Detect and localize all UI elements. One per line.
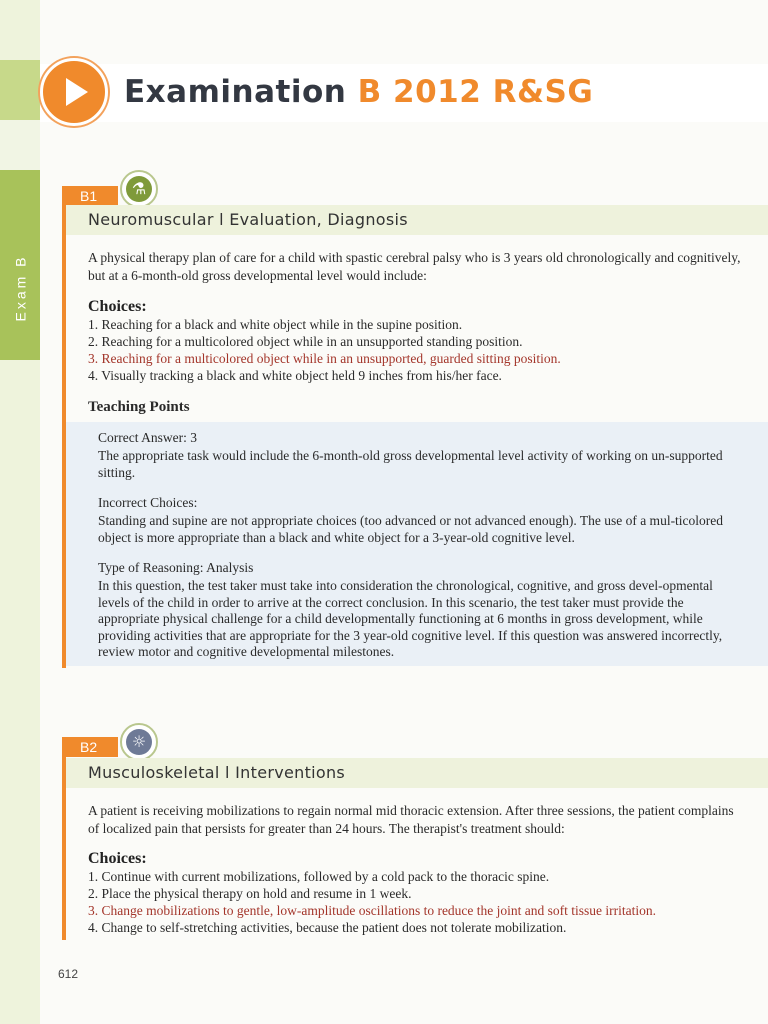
choices-heading: Choices:: [88, 850, 147, 867]
page-title: [124, 74, 593, 110]
play-icon: [40, 58, 108, 126]
flask-icon: ⚗: [120, 170, 158, 208]
question-stem: A physical therapy plan of care for a child with spastic cerebral palsy who is 3 years old chronologically and cognitively, but at a 6-month-old gross developmental level would include:: [88, 250, 741, 283]
choice-item: 1. Continue with current mobilizations, followed by a cold pack to the thoracic spine.: [88, 869, 550, 884]
reasoning-text: In this question, the test taker must take into consideration the chronological, cognitive, and gross devel-opmental levels of the child in order to arrive at the correct conclusion. In this scenario, the test taker must provide the appropriate physical challenge for a child developmentally functioning at 6 months in gross development, while providing activities that are appropriate for the 3 year-old cognitive level. If this question was answered incorrectly, review motor and cognitive developmental milestones.: [98, 578, 723, 659]
title-accent: B 2012 R&SG: [357, 74, 594, 110]
title-main: Examination: [124, 74, 347, 110]
choices-list: [88, 316, 748, 384]
correct-answer-text: The appropriate task would include the 6-month-old gross developmental level activity of working on un-supported sitting.: [98, 448, 723, 480]
choice-item: 4. Change to self-stretching activities, because the patient does not tolerate mobilization.: [88, 920, 567, 935]
choice-item: 2. Reaching for a multicolored object while in an unsupported standing position.: [88, 334, 523, 349]
reasoning-label: Type of Reasoning: Analysis: [98, 560, 254, 575]
question-number: B2: [62, 737, 118, 757]
lightbulb-icon: ☼: [120, 723, 158, 761]
correct-answer-label: Correct Answer: 3: [98, 430, 197, 445]
choices-list: [88, 868, 748, 936]
question-category: Musculoskeletal l Interventions: [66, 758, 768, 788]
choice-item: 1. Reaching for a black and white object while in the supine position.: [88, 317, 463, 332]
question-category: Neuromuscular l Evaluation, Diagnosis: [66, 205, 768, 235]
incorrect-choices-text: Standing and supine are not appropriate choices (too advanced or not advanced enough). The use of a mul-ticolored object is more appropriate than a black and white object for a 3-year-old cognitive level.: [98, 513, 724, 545]
choice-item: 4. Visually tracking a black and white object held 9 inches from his/her face.: [88, 368, 502, 383]
question-stem: A patient is receiving mobilizations to regain normal mid thoracic extension. After three sessions, the patient complains of localized pain that persists for greater than 24 hours. The therapist's treatment should:: [88, 803, 734, 836]
sidebar-tab: [0, 228, 40, 348]
incorrect-choices-label: Incorrect Choices:: [98, 495, 198, 510]
page-number: 612: [58, 967, 79, 981]
choice-item-correct: 3. Change mobilizations to gentle, low-amplitude oscillations to reduce the joint and soft tissue irritation.: [88, 903, 657, 918]
sidebar-band: [0, 0, 40, 1024]
question-number: B1: [62, 186, 118, 206]
teaching-points-heading: Teaching Points: [88, 399, 190, 415]
sidebar-tab-label: Exam B: [12, 254, 29, 322]
choice-item-correct: 3. Reaching for a multicolored object while in an unsupported, guarded sitting position.: [88, 351, 561, 366]
choice-item: 2. Place the physical therapy on hold and resume in 1 week.: [88, 886, 412, 901]
choices-heading: Choices:: [88, 298, 147, 315]
